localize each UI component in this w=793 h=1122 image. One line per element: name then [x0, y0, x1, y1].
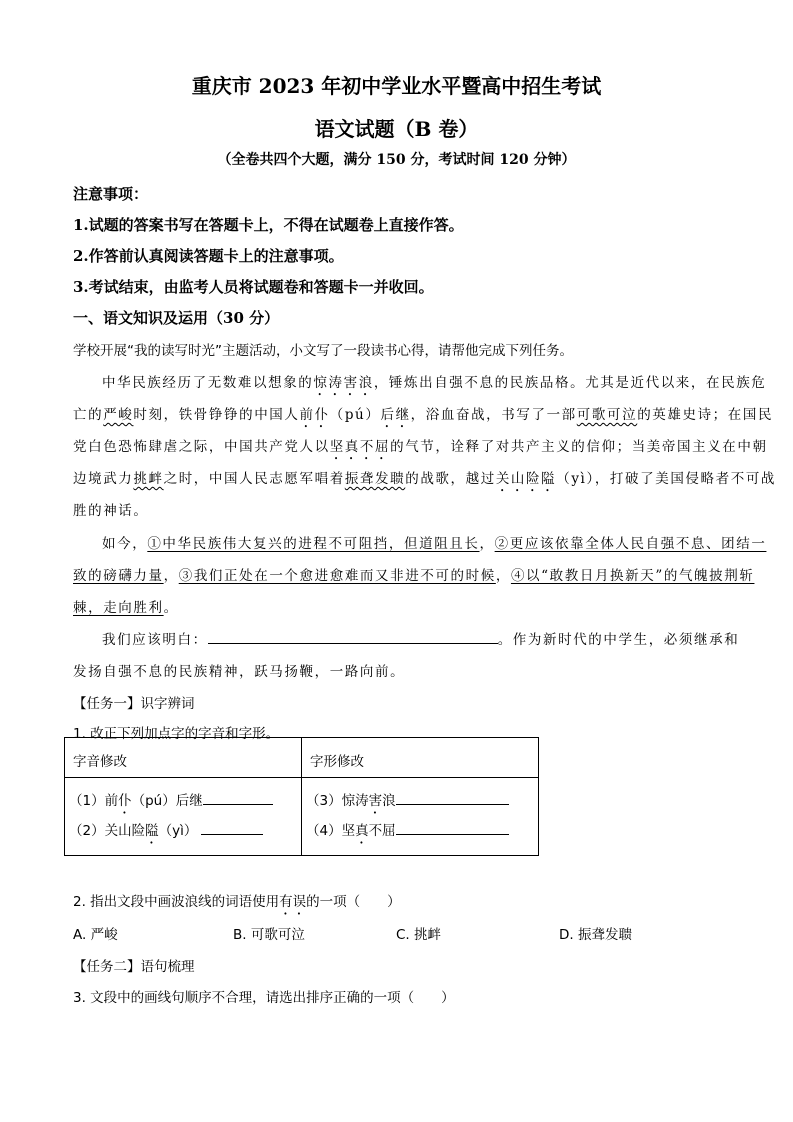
item-1 [69, 787, 297, 817]
dotted-word: 后继 [380, 407, 411, 423]
exam-title: 重庆市 2023 年初中学业水平暨高中招生考试 [191, 74, 602, 98]
underlined-sentence-1: ①中华民族伟大复兴的进程不可阻挡，但道阻且长 [147, 536, 480, 552]
text: 边境武力 [73, 471, 134, 487]
notice-item-1: 1.试题的答案书写在答题卡上，不得在试题卷上直接作答。 [73, 216, 464, 234]
text: ，浴血奋战，书写了一部 [410, 407, 577, 423]
dotted-char: 害 [368, 793, 383, 809]
text: 时刻，铁骨铮铮的中国人 [133, 407, 300, 423]
text: 。 [163, 600, 179, 616]
text: 不屈 [368, 823, 396, 839]
text: （1）前 [69, 793, 119, 809]
dotted-word: 惊涛害浪 [313, 375, 374, 391]
passage-p2-line1 [102, 532, 766, 552]
text: 的战歌，越过 [405, 471, 496, 487]
correction-table [64, 737, 539, 856]
task-2-heading: 【任务二】语句梳理 [73, 959, 195, 975]
text: ，锤炼出自强不息的民族品格。尤其是近代以来，在民族危 [373, 375, 767, 391]
item-4 [306, 817, 534, 847]
item-2 [69, 817, 297, 847]
text: 的英雄史诗；在国民 [637, 407, 774, 423]
answer-blank-1[interactable] [203, 791, 273, 805]
wavy-word: 严峻 [103, 407, 134, 423]
underlined-sentence-4-cont: 棘，走向胜利 [73, 600, 164, 616]
text: 党白色恐怖肆虐之际，中国共产党人以 [73, 439, 330, 455]
dotted-word: 有误 [279, 894, 307, 910]
dotted-char: 隘 [145, 823, 159, 839]
question-1: 1. 改正下列加点字的字音和字形。 [73, 726, 280, 742]
text: 浪 [382, 793, 396, 809]
passage-p1-line2 [73, 403, 773, 431]
text: （pú）后继 [131, 793, 203, 809]
wavy-word: 可歌可泣 [576, 407, 638, 423]
passage-p1-line3 [73, 435, 768, 463]
passage-p2-line2 [73, 564, 754, 584]
text: （pú） [329, 407, 381, 423]
item-3 [306, 787, 534, 817]
character-form-cell [302, 778, 539, 856]
passage-p1-line4 [73, 467, 776, 495]
section-1-heading: 一、语文知识及运用（30 分） [73, 309, 280, 327]
question-2 [73, 890, 401, 918]
notice-item-2: 2.作答前认真阅读答题卡上的注意事项。 [73, 247, 344, 265]
text: ， [479, 536, 495, 552]
text: 的气节，诠释了对共产主义的信仰；当美帝国主义在中朝 [390, 439, 768, 455]
passage-p3-line1 [102, 628, 739, 648]
dotted-word: 关山险隘 [495, 471, 557, 487]
pronunciation-cell [65, 778, 302, 856]
notice-heading: 注意事项： [73, 185, 149, 203]
passage-p1-line5: 胜的神话。 [73, 503, 149, 519]
text: 如今， [102, 536, 148, 552]
wavy-word: 挑衅 [133, 471, 164, 487]
option-d[interactable]: D. 振聋发聩 [559, 927, 632, 943]
underlined-sentence-2-cont: 致的磅礴力量 [73, 568, 164, 584]
passage-p1-line1 [102, 371, 766, 399]
option-a[interactable]: A. 严峻 [73, 927, 118, 943]
option-c[interactable]: C. 挑衅 [396, 927, 442, 943]
text: 之时，中国人民志愿军唱着 [163, 471, 345, 487]
answer-blank-2[interactable] [201, 821, 263, 835]
notice-item-3: 3.考试结束，由监考人员将试题卷和答题卡一并收回。 [73, 278, 434, 296]
text: ， [163, 568, 179, 584]
text: 。作为新时代的中学生，必须继承和 [497, 632, 740, 648]
exam-meta: （全卷共四个大题，满分 150 分，考试时间 120 分钟） [217, 152, 576, 168]
text: 我们应该明白： [102, 632, 208, 648]
option-b[interactable]: B. 可歌可泣 [233, 927, 305, 943]
question-3: 3. 文段中的画线句顺序不合理，请选出排序正确的一项（ ） [73, 990, 455, 1006]
dotted-char: 仆 [118, 793, 132, 809]
header-pronunciation: 字音修改 [65, 738, 302, 778]
exam-subtitle: 语文试题（B 卷） [314, 117, 479, 141]
header-character-form: 字形修改 [302, 738, 539, 778]
text: （yì），打破了美国侵略者不可战 [556, 471, 777, 487]
text: （3）惊涛 [306, 793, 369, 809]
text: 亡的 [73, 407, 104, 423]
passage-p3-line2: 发扬自强不息的民族精神，跃马扬鞭，一路向前。 [73, 664, 406, 680]
answer-blank-3[interactable] [396, 791, 509, 805]
text: （2）关山险 [69, 823, 146, 839]
text: 的一项（ ） [306, 894, 401, 910]
fill-in-blank[interactable] [208, 630, 498, 644]
text: ， [495, 568, 511, 584]
underlined-sentence-2: ②更应该依靠全体人民自强不息、团结一 [494, 536, 767, 552]
passage-p2-line3 [73, 596, 179, 616]
section-1-intro: 学校开展“我的读写时光”主题活动，小文写了一段读书心得，请帮他完成下列任务。 [73, 343, 573, 359]
dotted-char: 真 [355, 823, 369, 839]
text: 中华民族经历了无数难以想象的 [102, 375, 314, 391]
text: 2. 指出文段中画波浪线的词语使用 [73, 894, 280, 910]
underlined-sentence-4: ④以“敢教日月换新天”的气魄披荆斩 [510, 568, 755, 584]
answer-blank-4[interactable] [396, 821, 509, 835]
underlined-sentence-3: ③我们正处在一个愈进愈难而又非进不可的时候 [178, 568, 496, 584]
text: （yì） [158, 823, 198, 839]
dotted-word: 坚真不屈 [329, 439, 391, 455]
wavy-word: 振聋发聩 [344, 471, 406, 487]
text: （4）坚 [306, 823, 356, 839]
dotted-word: 前仆 [299, 407, 330, 423]
task-1-heading: 【任务一】识字辨词 [73, 696, 195, 712]
